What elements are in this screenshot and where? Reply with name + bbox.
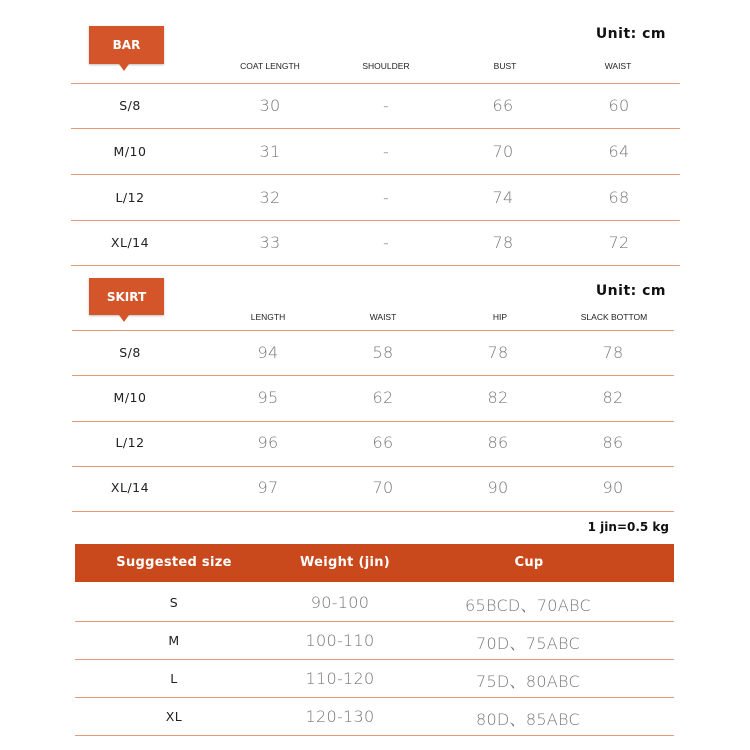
bar-cell: -	[382, 233, 390, 252]
suggest-row-cup: 65BCD、70ABC	[464, 596, 592, 615]
suggest-rule-1	[75, 621, 674, 622]
bar-cell: -	[382, 96, 390, 115]
bar-rule-4	[71, 265, 680, 266]
skirt-rule-1	[72, 375, 674, 376]
skirt-cell: 70	[372, 478, 394, 497]
bar-cell: -	[382, 142, 390, 161]
bar-cell: 30	[259, 96, 281, 115]
bar-col-waist: WAIST	[604, 61, 632, 71]
skirt-cell: 62	[372, 388, 394, 407]
skirt-cell: 78	[487, 343, 509, 362]
skirt-cell: 78	[602, 343, 624, 362]
bar-section-tag	[89, 26, 164, 64]
skirt-row-size: S/8	[119, 345, 141, 360]
skirt-col-slack-bottom: SLACK BOTTOM	[580, 312, 648, 322]
skirt-cell: 90	[602, 478, 624, 497]
skirt-cell: 86	[487, 433, 509, 452]
suggest-rule-2	[75, 659, 674, 660]
skirt-row-size: M/10	[113, 390, 147, 405]
bar-cell: 74	[492, 188, 514, 207]
bar-row-size: S/8	[119, 98, 141, 113]
bar-cell: 68	[608, 188, 630, 207]
bar-cell: 66	[492, 96, 514, 115]
suggest-col-size: Suggested size	[116, 555, 232, 570]
suggest-row-size: L	[170, 671, 178, 686]
bar-cell: 32	[259, 188, 281, 207]
skirt-tag-label: SKIRT	[106, 289, 147, 304]
bar-row-size: M/10	[113, 144, 147, 159]
suggest-rule-3	[75, 697, 674, 698]
bar-rule-2	[71, 174, 680, 175]
skirt-col-length: LENGTH	[250, 312, 286, 322]
skirt-row-size: L/12	[115, 435, 145, 450]
suggest-row-weight: 90-100	[310, 593, 370, 612]
bar-cell: -	[382, 188, 390, 207]
bar-cell: 31	[259, 142, 281, 161]
suggest-rule-4	[75, 735, 674, 736]
skirt-rule-0	[72, 330, 674, 331]
skirt-section-tag	[89, 278, 164, 315]
suggest-row-size: S	[169, 595, 179, 610]
bar-cell: 64	[608, 142, 630, 161]
suggest-row-cup: 80D、85ABC	[475, 710, 581, 729]
skirt-col-waist: WAIST	[369, 312, 397, 322]
skirt-cell: 94	[257, 343, 279, 362]
skirt-cell: 97	[257, 478, 279, 497]
suggest-col-weight: Weight (jin)	[299, 555, 391, 570]
bar-cell: 72	[608, 233, 630, 252]
skirt-cell: 86	[602, 433, 624, 452]
suggest-row-weight: 110-120	[305, 669, 375, 688]
suggest-row-weight: 100-110	[305, 631, 375, 650]
bar-unit-label: Unit: cm	[595, 26, 666, 42]
skirt-cell: 82	[602, 388, 624, 407]
skirt-col-hip: HIP	[492, 312, 508, 322]
bar-cell: 33	[259, 233, 281, 252]
suggest-row-cup: 75D、80ABC	[475, 672, 581, 691]
suggest-row-size: M	[168, 633, 180, 648]
skirt-row-size: XL/14	[110, 480, 150, 495]
skirt-cell: 95	[257, 388, 279, 407]
bar-rule-1	[71, 128, 680, 129]
skirt-cell: 96	[257, 433, 279, 452]
suggest-col-cup: Cup	[514, 555, 544, 570]
bar-rule-0	[71, 83, 680, 84]
bar-col-shoulder: SHOULDER	[362, 61, 410, 71]
bar-col-coat-length: COAT LENGTH	[240, 61, 300, 71]
bar-cell: 70	[492, 142, 514, 161]
skirt-unit-label: Unit: cm	[595, 283, 666, 299]
bar-col-bust: BUST	[493, 61, 517, 71]
skirt-rule-2	[72, 421, 674, 422]
bar-row-size: XL/14	[110, 235, 150, 250]
bar-cell: 60	[608, 96, 630, 115]
suggest-row-cup: 70D、75ABC	[475, 634, 581, 653]
conversion-note: 1 jin=0.5 kg	[587, 520, 669, 534]
skirt-cell: 58	[372, 343, 394, 362]
suggest-header-banner	[75, 544, 674, 582]
skirt-cell: 82	[487, 388, 509, 407]
skirt-rule-4	[72, 511, 674, 512]
skirt-cell: 90	[487, 478, 509, 497]
skirt-cell: 66	[372, 433, 394, 452]
suggest-row-size: XL	[165, 709, 183, 724]
skirt-rule-3	[72, 466, 674, 467]
suggest-row-weight: 120-130	[305, 707, 375, 726]
bar-rule-3	[71, 220, 680, 221]
bar-tag-label: BAR	[112, 38, 141, 52]
bar-row-size: L/12	[115, 190, 145, 205]
bar-cell: 78	[492, 233, 514, 252]
